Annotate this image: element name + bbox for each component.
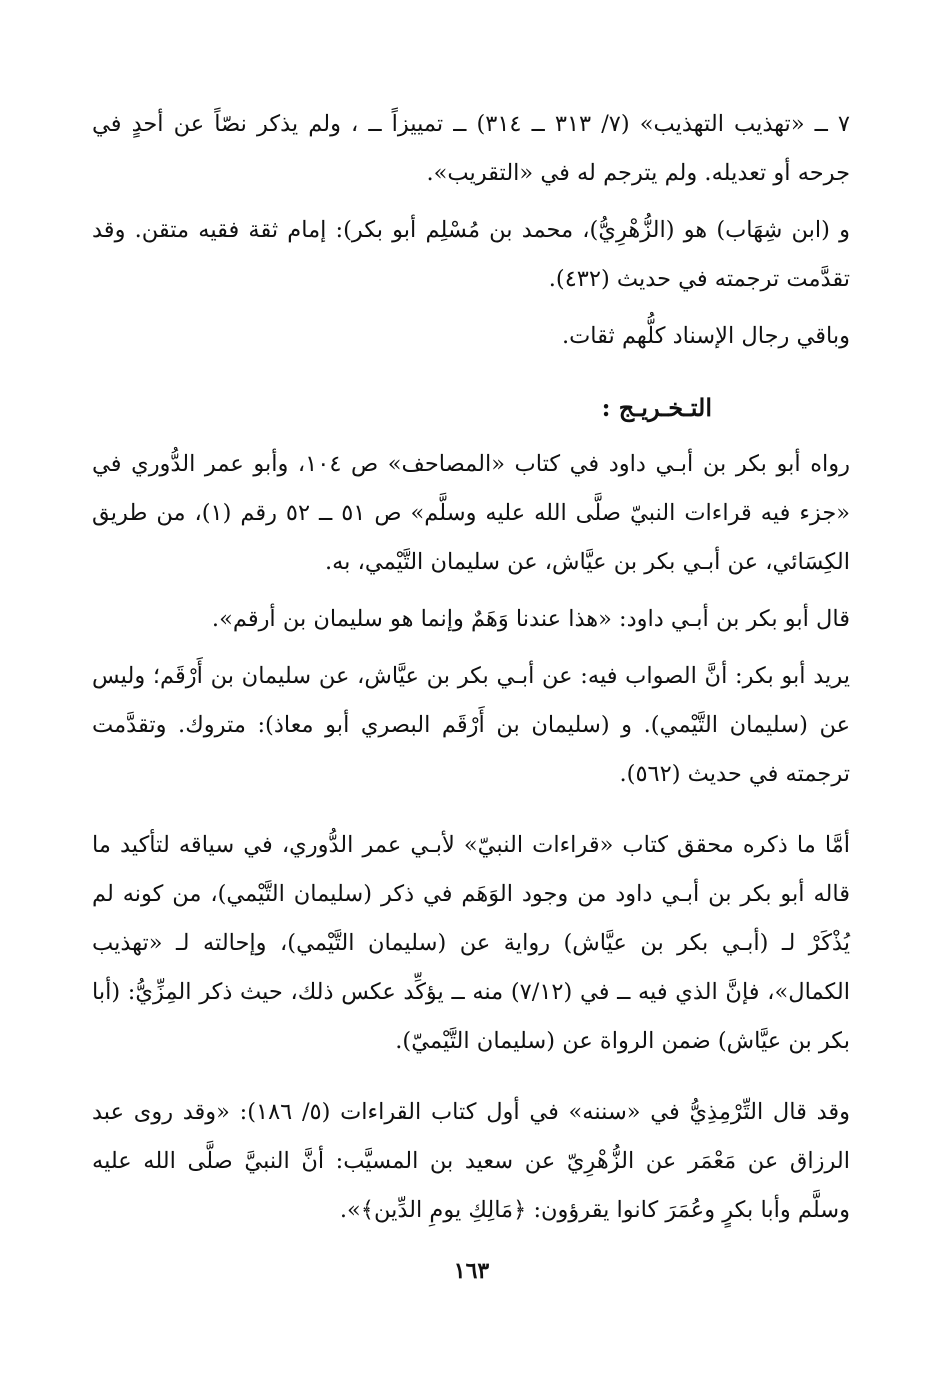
section-heading-takhrij: التـخـريـج : [601, 393, 712, 422]
paragraph-ibn-shihab: و (ابن شِهَاب) هو (الزُّهْرِيُّ)، محمد بن مُسْلِم أبو بكر): إمام ثقة فقيه متقن. وقد تقدَّمت ترجمته في حديث (٤٣٢). [92, 217, 850, 292]
page-body [92, 100, 850, 1243]
paragraph-ibn-abi-dawud-quote: قال أبو بكر بن أبـي داود: «هذا عندنا وَهَمٌ وإنما هو سليمان بن أرقم». [211, 606, 850, 632]
page-number: ١٦٣ [453, 1258, 490, 1284]
paragraph-tirmidhi-quote: وقد قال التِّرْمِذِيُّ في «سننه» في أول كتاب القراءات (٥/ ١٨٦): «وقد روى عبد الرزاق عن مَعْمَر عن الزُّهْرِيّ عن سعيد بن المسيَّب: أنَّ النبيَّ صلَّى الله عليه وسلَّم وأبا بكرٍ وعُمَرَ كانوا يقرؤون: ﴿مَالِكِ يومِ الدِّين﴾». [92, 1099, 851, 1223]
paragraph-remaining-narrators: وباقي رجال الإسناد كلُّهم ثقات. [561, 323, 850, 349]
paragraph-editor-note: أمَّا ما ذكره محقق كتاب «قراءات النبيّ» لأبـي عمر الدُّوري، في سياقه لتأكيد ما قاله أبو بكر بن أبـي داود من وجود الوَهَم في ذكر (سليمان التَّيْمي)، من كونه لم يُذْكَرْ لـ (أبـي بكر بن عيَّاش) رواية عن (سليمان التَّيْمي)، وإحالته لـ «تهذيب الكمال»، فإنَّ الذي فيه ــ في (٧/١٢) منه ــ يؤكِّد عكس ذلك، حيث ذكر المِزِّيُّ: (أبا بكر بن عيَّاش) ضمن الرواة عن (سليمان التَّيْميّ). [92, 832, 850, 1054]
paragraph-7-tahdhib: ٧ ــ «تهذيب التهذيب» (٧/ ٣١٣ ــ ٣١٤) ــ تمييزاً ــ ، ولم يذكر نصّاً عن أحدٍ في جرحه أو تعديله. ولم يترجم له في «التقريب». [92, 111, 851, 186]
paragraph-correct-narration: يريد أبو بكر: أنَّ الصواب فيه: عن أبـي بكر بن عيَّاش، عن سليمان بن أَرْقَم؛ وليس عن (سليمان التَّيْمي). و (سليمان بن أَرْقَم البصري أبو معاذ): متروك. وتقدَّمت ترجمته في حديث (٥٦٢). [92, 663, 850, 787]
paragraph-takhrij-sources: رواه أبو بكر بن أبـي داود في كتاب «المصاحف» ص ١٠٤، وأبو عمر الدُّوري في «جزء فيه قراءات النبيّ صلَّى الله عليه وسلَّم» ص ٥١ ــ ٥٢ رقم (١)، من طريق الكِسَائي، عن أبـي بكر بن عيَّاش، عن سليمان التَّيْمي، به. [92, 451, 851, 575]
